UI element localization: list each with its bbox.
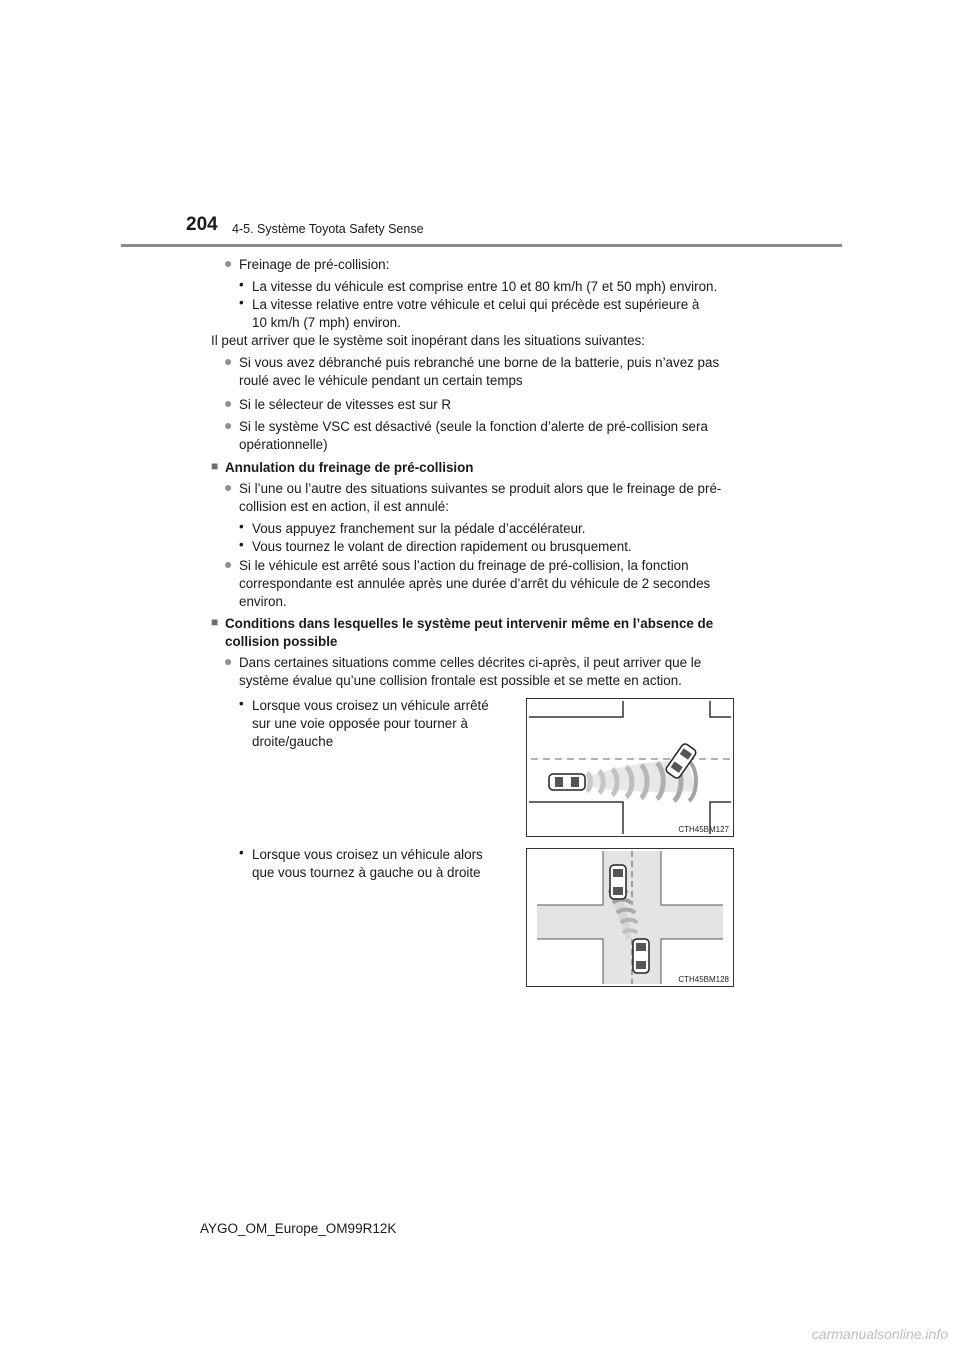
figure-opposing-vehicle — [526, 698, 734, 837]
inoperant-intro: Il peut arriver que le système soit inopérant dans les situations suivantes: — [211, 333, 645, 348]
annulation-steering: Vous tournez le volant de direction rapidement ou brusquement. — [252, 539, 632, 554]
dot-icon: • — [239, 277, 244, 292]
bullet-icon: ● — [224, 479, 233, 495]
bullet-icon: ● — [224, 255, 233, 271]
bullet-icon: ● — [224, 556, 233, 572]
own-car-icon — [633, 939, 649, 973]
section-title: 4-5. Système Toyota Safety Sense — [232, 222, 424, 236]
situation-reverse: Si le sélecteur de vitesses est sur R — [239, 397, 452, 412]
conditions-heading: Conditions dans lesquelles le système peut intervenir même en l’absence de — [225, 616, 714, 631]
case1-text-cont: sur une voie opposée pour tourner à — [252, 716, 468, 731]
annulation-item2-end: environ. — [239, 594, 287, 609]
page-number: 204 — [186, 214, 218, 235]
bullet-icon: ● — [224, 353, 233, 369]
crossroad-diagram — [527, 849, 733, 986]
freinage-condition-relative-cont: 10 km/h (7 mph) environ. — [252, 315, 401, 330]
situation-vsc-cont: opérationnelle) — [239, 437, 328, 452]
watermark: carmanualsonline.info — [811, 1326, 948, 1342]
conditions-item: Dans certaines situations comme celles décrites ci-après, il peut arriver que le — [239, 655, 702, 670]
situation-battery: Si vous avez débranché puis rebranché une borne de la batterie, puis n’avez pas — [239, 355, 720, 370]
bullet-icon: ● — [224, 395, 233, 411]
situation-battery-cont: roulé avec le véhicule pendant un certain temps — [239, 373, 523, 388]
annulation-item2: Si le véhicule est arrêté sous l’action du freinage de pré-collision, la fonction — [239, 558, 689, 573]
case2-text-cont: que vous tournez à gauche ou à droite — [252, 865, 481, 880]
dot-icon: • — [239, 696, 244, 711]
case2-text: Lorsque vous croisez un véhicule alors — [252, 847, 483, 862]
situation-vsc: Si le système VSC est désactivé (seule la fonction d’alerte de pré-collision sera — [239, 419, 708, 434]
annulation-accelerator: Vous appuyez franchement sur la pédale d’accélérateur. — [252, 521, 586, 536]
case1-text-end: droite/gauche — [252, 734, 334, 749]
freinage-title: Freinage de pré-collision: — [239, 257, 390, 272]
annulation-item2-cont: correspondante est annulée après une durée d’arrêt du véhicule de 2 secondes — [239, 576, 711, 591]
own-car-icon — [549, 774, 585, 790]
figure-code: CTH45BM128 — [678, 975, 729, 984]
dot-icon: • — [239, 537, 244, 552]
figure-turning-vehicle — [526, 848, 734, 987]
dot-icon: • — [239, 295, 244, 310]
annulation-item1-cont: collision est en action, il est annulé: — [239, 499, 449, 514]
case1-text: Lorsque vous croisez un véhicule arrêté — [252, 698, 489, 713]
document-code: AYGO_OM_Europe_OM99R12K — [200, 1221, 397, 1236]
figure-code: CTH45BM127 — [678, 825, 729, 834]
conditions-heading-cont: collision possible — [225, 634, 338, 649]
header-divider — [121, 244, 842, 247]
oncoming-car-icon — [610, 865, 626, 899]
freinage-condition-speed: La vitesse du véhicule est comprise entre 10 et 80 km/h (7 et 50 mph) environ. — [252, 279, 718, 294]
square-bullet-icon: ■ — [211, 459, 219, 473]
square-bullet-icon: ■ — [211, 615, 219, 629]
bullet-icon: ● — [224, 417, 233, 433]
intersection-diagram — [527, 699, 733, 836]
dot-icon: • — [239, 519, 244, 534]
dot-icon: • — [239, 845, 244, 860]
bullet-icon: ● — [224, 653, 233, 669]
conditions-item-cont: système évalue qu’une collision frontale est possible et se mette en action. — [239, 673, 682, 688]
annulation-heading: Annulation du freinage de pré-collision — [225, 460, 474, 475]
freinage-condition-relative: La vitesse relative entre votre véhicule et celui qui précède est supérieure à — [252, 297, 700, 312]
annulation-item1: Si l’une ou l’autre des situations suivantes se produit alors que le freinage de pré- — [239, 481, 722, 496]
